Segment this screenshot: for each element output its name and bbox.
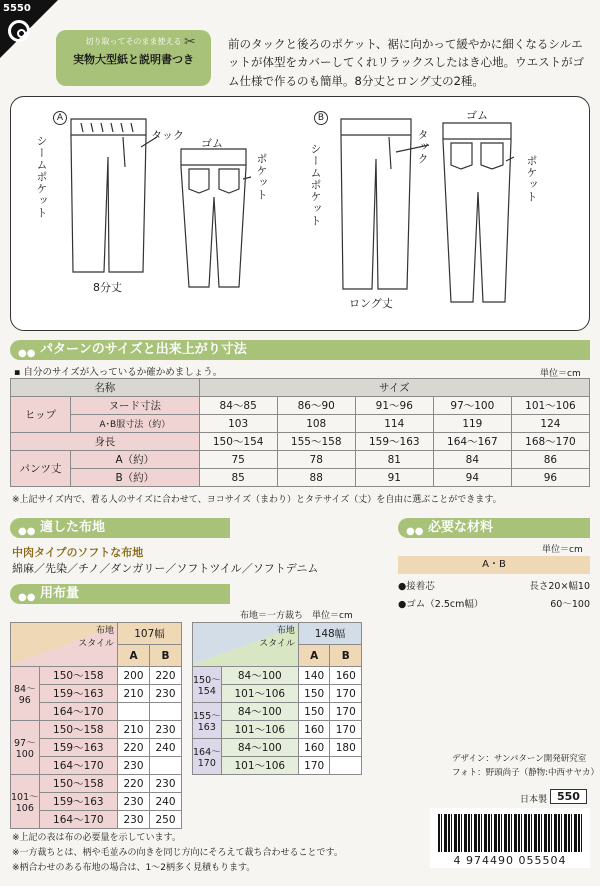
value-b: 170 bbox=[330, 721, 362, 739]
caption-a: 8分丈 bbox=[93, 281, 122, 294]
table-row bbox=[193, 667, 362, 685]
fabric-heading: 中肉タイプのソフトな布地 bbox=[12, 546, 144, 559]
header-name: 名称 bbox=[11, 379, 200, 397]
row-label: 150〜158 bbox=[39, 667, 117, 685]
a-len-cell: 86 bbox=[511, 451, 589, 469]
group-label: 155〜163 bbox=[193, 703, 222, 739]
value-a: 220 bbox=[118, 739, 150, 757]
badge-line-2: 実物大型紙と説明書つき bbox=[73, 53, 194, 66]
badge-line-1: 切り取ってそのまま使える bbox=[85, 37, 182, 46]
illustration-panel bbox=[10, 96, 590, 331]
size-section-title: パターンのサイズと出来上がり寸法 bbox=[40, 342, 247, 357]
value-a bbox=[118, 703, 150, 721]
row-label: 159〜163 bbox=[39, 685, 117, 703]
seam-pocket-label-b: シームポケット bbox=[309, 143, 322, 227]
width-107: 107幅 bbox=[118, 623, 182, 645]
materials-ab-header: A・B bbox=[398, 556, 590, 574]
size-unit: 単位＝cm bbox=[540, 369, 581, 379]
table-row bbox=[11, 721, 182, 739]
a-len-cell: 81 bbox=[355, 451, 433, 469]
pants-label: パンツ丈 bbox=[11, 451, 71, 487]
group-label: 97〜100 bbox=[11, 721, 40, 775]
height-cell: 164〜167 bbox=[433, 433, 511, 451]
value-a: 160 bbox=[298, 739, 330, 757]
b-len-cell: 94 bbox=[433, 469, 511, 487]
value-a: 200 bbox=[118, 667, 150, 685]
value-b: 170 bbox=[330, 685, 362, 703]
row-label: 164〜170 bbox=[39, 811, 117, 829]
size-cell: 91〜96 bbox=[355, 397, 433, 415]
size-note: ※上記サイズ内で、着る人のサイズに合わせて、ヨコサイズ（まわり）とタテサイズ（丈）を自由に選ぶことができます。 bbox=[12, 495, 502, 505]
corner-cell-107 bbox=[11, 623, 118, 667]
fabric-section-title: 適した布地 bbox=[40, 520, 106, 535]
value-a: 230 bbox=[118, 811, 150, 829]
dots-icon: ●● bbox=[18, 526, 36, 537]
fabric-section-bar bbox=[10, 518, 230, 538]
yardage-note-2: ※一方裁ちとは、柄や毛並みの向きを同じ方向にそろえて裁ち合わせることです。 bbox=[12, 848, 343, 858]
size-cell: 101〜106 bbox=[511, 397, 589, 415]
barcode-bars bbox=[438, 814, 582, 852]
b-len-cell: 91 bbox=[355, 469, 433, 487]
fabric-label: 布地 bbox=[276, 626, 295, 636]
materials-row-2 bbox=[398, 596, 590, 610]
table-row bbox=[193, 739, 362, 757]
tuck-label-b: タック bbox=[416, 129, 429, 165]
size-table bbox=[10, 378, 590, 487]
value-b: 170 bbox=[330, 703, 362, 721]
variant-a-mark: A bbox=[53, 111, 67, 125]
row-label: 101〜106 bbox=[221, 757, 298, 775]
material-name: ●ゴム（2.5cm幅） bbox=[398, 599, 484, 610]
b-len-cell: 88 bbox=[277, 469, 355, 487]
style-label: スタイル bbox=[259, 639, 295, 649]
yardage-section-title: 用布量 bbox=[40, 586, 80, 601]
value-a: 140 bbox=[298, 667, 330, 685]
value-b: 240 bbox=[150, 739, 182, 757]
b-len-cell: 96 bbox=[511, 469, 589, 487]
barcode bbox=[430, 808, 590, 868]
pocket-label-b: ポケット bbox=[525, 155, 538, 203]
variant-b-mark: B bbox=[314, 111, 328, 125]
seam-pocket-label-a: シームポケット bbox=[35, 135, 48, 219]
yardage-note-3: ※柄合わせのある布地の場合は、1〜2柄多く見積もります。 bbox=[12, 863, 256, 873]
ab-cell: 124 bbox=[511, 415, 589, 433]
material-name: ●接着芯 bbox=[398, 581, 435, 592]
material-value: 60〜100 bbox=[550, 599, 590, 610]
product-number: 550 bbox=[550, 789, 587, 804]
row-label: 150〜158 bbox=[39, 721, 117, 739]
ab-cell: 108 bbox=[277, 415, 355, 433]
row-label: 84〜100 bbox=[221, 703, 298, 721]
table-row bbox=[193, 703, 362, 721]
row-label: 84〜100 bbox=[221, 739, 298, 757]
header-size: サイズ bbox=[199, 379, 589, 397]
row-label: 159〜163 bbox=[39, 739, 117, 757]
row-label: 84〜100 bbox=[221, 667, 298, 685]
col-a: A bbox=[298, 645, 330, 667]
a-approx-label: A（約） bbox=[71, 451, 200, 469]
value-a: 170 bbox=[298, 757, 330, 775]
yardage-107-body bbox=[11, 667, 182, 829]
value-a: 230 bbox=[118, 757, 150, 775]
value-b: 160 bbox=[330, 667, 362, 685]
size-subtitle-text: 自分のサイズが入っているか確かめましょう。 bbox=[23, 367, 223, 378]
yardage-148-body bbox=[193, 667, 362, 775]
size-cell: 84〜85 bbox=[199, 397, 277, 415]
group-label: 84〜96 bbox=[11, 667, 40, 721]
dots-icon: ●● bbox=[18, 592, 36, 603]
pocket-label-a: ポケット bbox=[255, 153, 268, 201]
value-b bbox=[150, 757, 182, 775]
size-subtitle: ▪ 自分のサイズが入っているか確かめましょう。 bbox=[14, 367, 223, 378]
fabric-label: 布地 bbox=[96, 626, 115, 636]
value-b bbox=[150, 703, 182, 721]
size-cell: 97〜100 bbox=[433, 397, 511, 415]
corner-cell-148 bbox=[193, 623, 299, 667]
materials-unit: 単位＝cm bbox=[542, 545, 583, 555]
materials-section-bar bbox=[398, 518, 590, 538]
b-approx-label: B（約） bbox=[71, 469, 200, 487]
ab-cell: 119 bbox=[433, 415, 511, 433]
gomu-label-a: ゴム bbox=[201, 137, 223, 150]
value-b: 180 bbox=[330, 739, 362, 757]
ab-cell: 114 bbox=[355, 415, 433, 433]
ab-size-label: A･B服寸法（約） bbox=[71, 415, 200, 433]
tape-roll-icon bbox=[8, 20, 30, 42]
row-label: 164〜170 bbox=[39, 703, 117, 721]
yardage-table-148 bbox=[192, 622, 362, 775]
photo-credit: フォト：野頭尚子（静物:中西サヤカ） bbox=[452, 768, 599, 778]
value-b: 230 bbox=[150, 721, 182, 739]
size-cell: 86〜90 bbox=[277, 397, 355, 415]
group-label: 164〜170 bbox=[193, 739, 222, 775]
group-label: 150〜154 bbox=[193, 667, 222, 703]
pants-drawings bbox=[11, 97, 591, 332]
made-in: 日本製 bbox=[520, 795, 548, 805]
row-label: 101〜106 bbox=[221, 721, 298, 739]
col-a: A bbox=[118, 645, 150, 667]
yardage-note-1: ※上記の表は布の必要量を示しています。 bbox=[12, 833, 181, 843]
value-b: 250 bbox=[150, 811, 182, 829]
a-len-cell: 75 bbox=[199, 451, 277, 469]
dots-icon: ●● bbox=[406, 526, 424, 537]
height-label: 身長 bbox=[11, 433, 200, 451]
dots-icon: ●● bbox=[18, 348, 36, 359]
value-a: 150 bbox=[298, 703, 330, 721]
hip-label: ヒップ bbox=[11, 397, 71, 433]
fabric-list: 綿麻／先染／チノ／ダンガリー／ソフトツイル／ソフトデニム bbox=[12, 562, 319, 575]
caption-b: ロング丈 bbox=[349, 297, 393, 310]
gomu-label-b: ゴム bbox=[466, 109, 488, 122]
b-len-cell: 85 bbox=[199, 469, 277, 487]
value-b: 240 bbox=[150, 793, 182, 811]
row-label: 164〜170 bbox=[39, 757, 117, 775]
barcode-digits: 4 974490 055504 bbox=[453, 854, 567, 867]
row-label: 159〜163 bbox=[39, 793, 117, 811]
nude-label: ヌード寸法 bbox=[71, 397, 200, 415]
value-a: 160 bbox=[298, 721, 330, 739]
col-b: B bbox=[150, 645, 182, 667]
col-b: B bbox=[330, 645, 362, 667]
value-a: 150 bbox=[298, 685, 330, 703]
material-value: 長さ20×幅10 bbox=[529, 581, 590, 592]
row-label: 150〜158 bbox=[39, 775, 117, 793]
height-cell: 159〜163 bbox=[355, 433, 433, 451]
value-b: 220 bbox=[150, 667, 182, 685]
row-label: 101〜106 bbox=[221, 685, 298, 703]
value-a: 210 bbox=[118, 685, 150, 703]
table-row bbox=[11, 667, 182, 685]
group-label: 101〜106 bbox=[11, 775, 40, 829]
design-credit: デザイン：サンパターン開発研究室 bbox=[452, 754, 587, 764]
value-b: 230 bbox=[150, 775, 182, 793]
materials-section-title: 必要な材料 bbox=[428, 520, 494, 535]
pattern-code: 5550 bbox=[3, 3, 31, 14]
materials-row-1 bbox=[398, 578, 590, 592]
value-a: 220 bbox=[118, 775, 150, 793]
scissors-icon: ✂ bbox=[184, 34, 196, 50]
ab-cell: 103 bbox=[199, 415, 277, 433]
value-a: 210 bbox=[118, 721, 150, 739]
height-cell: 168〜170 bbox=[511, 433, 589, 451]
intro-text: 前のタックと後ろのポケット、裾に向かって緩やかに細くなるシルエットが体型をカバーしてくれリラックスしたはき心地。ウエストがゴム仕様で作るのも簡単。8分丈とロング丈の2種。 bbox=[228, 37, 585, 88]
size-section-bar bbox=[10, 340, 590, 360]
width-148: 148幅 bbox=[298, 623, 361, 645]
height-cell: 150〜154 bbox=[199, 433, 277, 451]
a-len-cell: 78 bbox=[277, 451, 355, 469]
yardage-note-top: 布地＝一方裁ち 単位＝cm bbox=[240, 611, 353, 621]
value-b: 230 bbox=[150, 685, 182, 703]
yardage-table-107 bbox=[10, 622, 182, 829]
yardage-section-bar bbox=[10, 584, 230, 604]
table-row bbox=[11, 775, 182, 793]
height-cell: 155〜158 bbox=[277, 433, 355, 451]
value-b bbox=[330, 757, 362, 775]
value-a: 230 bbox=[118, 793, 150, 811]
tuck-label-a: タック bbox=[151, 129, 184, 142]
a-len-cell: 84 bbox=[433, 451, 511, 469]
style-label: スタイル bbox=[78, 639, 115, 649]
